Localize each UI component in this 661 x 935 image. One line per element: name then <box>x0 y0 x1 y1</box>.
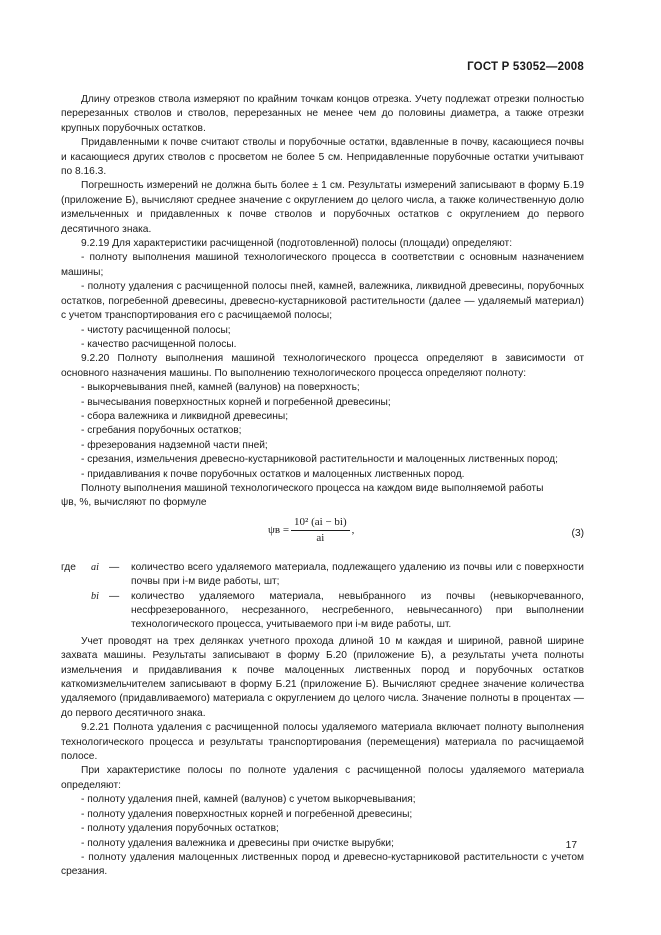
list-item: - полноту удаления поверхностных корней и погребенной древесины; <box>81 808 413 820</box>
formula-denominator: ai <box>316 532 325 545</box>
formula-expression <box>266 515 356 546</box>
list-item: - полноту удаления пней, камней (валунов) с учетом выкорчевывания; <box>81 794 416 806</box>
document-code: ГОСТ Р 53052—2008 <box>467 61 584 73</box>
clause-9-2-21: 9.2.21 Полнота удаления с расчищенной полосы удаляемого материала включает полноту выполнения технологического процесса и результаты транспортирования (перемещения) материала по расчищаемой полосе. <box>61 722 584 763</box>
symbol-a-description: количество всего удаляемого материала, подлежащего удалению из почвы или с поверхности почвы при i-м виде работы, шт; <box>131 561 584 588</box>
paragraph: Погрешность измерений не должна быть более ± 1 см. Результаты измерений записывают в форму Б.19 (приложение Б), вычисляют среднее значение с округлением до целого числа, а также количественную долю измельченных и придавленных к почве стволов и порубочных остатков с округлением до первого десятичного знака. <box>61 180 584 235</box>
symbol-b-description: количество удаляемого материала, невыбранного из почвы (невыкорчеванного, несфрезерованного, несрезанного, несгребенного, невычесанного) при выполнении технологического процесса, учитываемого при i-м виде работы, шт. <box>131 590 584 631</box>
paragraph: Длину отрезков ствола измеряют по крайним точкам концов отрезка. Учету подлежат отрезки полностью перерезанных стволов и стволов, перерезанных не менее чем до половины диаметра, а также отрезки крупных порубочных остатков. <box>61 94 584 134</box>
list-item: - сгребания порубочных остатков; <box>81 425 242 437</box>
formula-numerator: 10² (ai − bi) <box>291 515 350 531</box>
legend-dash: — <box>109 590 120 602</box>
paragraph: Учет проводят на трех делянках учетного прохода длиной 10 м каждая и шириной, равной ширине захвата машины. Результаты записывают в форму Б.20 (приложение Б), а результаты учета полноты измельчения и придавливания к почве малоценных лиственных пород и порубочных остатков каткомизмельчителем записывают в форму Б.21 (приложение Б). Вычисляют среднее значение количества удаляемого (придавливаемого) материала с округлением до целого числа. Значение полноты в процентах — до первого десятичного знака. <box>61 635 584 719</box>
list-item: - полноту удаления валежника и древесины при очистке вырубки; <box>81 837 394 849</box>
paragraph: При характеристике полосы по полноте удаления с расчищенной полосы удаляемого материала определяют: <box>61 765 584 791</box>
paragraph: Полноту выполнения машиной технологического процесса на каждом виде выполняемой работы <box>81 482 544 494</box>
symbol-b: bi <box>91 590 99 602</box>
formula-lhs: ψв = <box>268 523 290 536</box>
list-item: - выкорчевывания пней, камней (валунов) на поверхность; <box>81 382 360 394</box>
page-body <box>61 93 584 880</box>
list-item: - вычесывания поверхностных корней и погребенной древесины; <box>81 396 391 408</box>
legend-dash: — <box>109 561 120 573</box>
formula-tail: , <box>351 523 355 536</box>
list-item: - полноту удаления порубочных остатков; <box>81 823 279 835</box>
formula-number: (3) <box>571 527 584 539</box>
list-item: - полноту выполнения машиной технологического процесса в соответствии с основным назначением машины; <box>61 252 584 278</box>
list-item: - полноту удаления малоценных лиственных пород и древесно-кустарниковой растительности с учетом срезания. <box>61 851 584 878</box>
list-item: - срезания, измельчения древесно-кустарниковой растительности и малоценных лиственных пород; <box>81 454 558 466</box>
list-item: - качество расчищенной полосы. <box>81 338 237 350</box>
symbol-a: ai <box>91 561 99 573</box>
clause-9-2-19: 9.2.19 Для характеристики расчищенной (подготовленной) полосы (площади) определяют: <box>81 238 513 250</box>
where-label: где <box>61 561 76 573</box>
list-item: - сбора валежника и ликвидной древесины; <box>81 410 289 422</box>
list-item: - фрезерования надземной части пней; <box>81 439 268 451</box>
paragraph: ψв, %, вычисляют по формуле <box>61 497 207 509</box>
clause-9-2-20: 9.2.20 Полноту выполнения машиной технологического процесса определяют в зависимости от основного назначения машины. По выполнению технологического процесса определяют полноту: <box>61 353 584 379</box>
list-item: - полноту удаления с расчищенной полосы пней, камней, валежника, ликвидной древесины, порубочных остатков, погребенной древесины, древесно-кустарниковой растительности (далее — удаляемый материал) с учетом транспортирования его с расчищаемой полосы; <box>61 281 584 322</box>
formula-3 <box>61 513 584 559</box>
list-item: - придавливания к почве порубочных остатков и малоценных лиственных пород. <box>81 468 465 480</box>
paragraph: Придавленными к почве считают стволы и порубочные остатки, вдавленные в почву, касающиеся почвы и касающиеся других стволов с просветом не более 5 см. Непридавленные порубочные остатки учитывают по 8.16.3. <box>61 137 584 178</box>
formula-legend <box>61 561 584 633</box>
list-item: - чистоту расчищенной полосы; <box>81 324 231 336</box>
page-number: 17 <box>565 840 577 851</box>
